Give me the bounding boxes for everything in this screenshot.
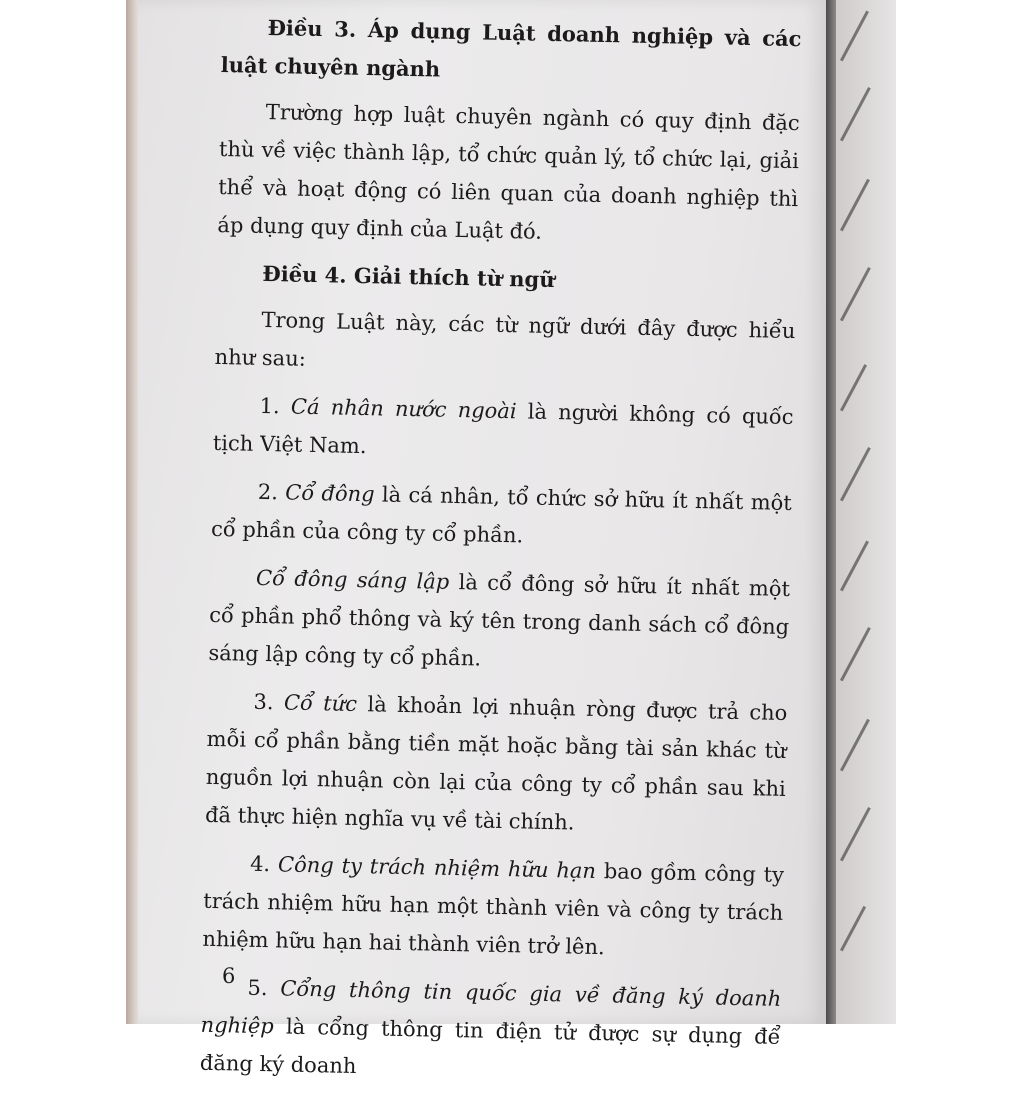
article-3-body: Trường hợp luật chuyên ngành có quy định đặc thù về việc thành lập, tổ chức quản lý, tổ chức lại, giải thể và hoạt động có liên quan của doanh nghiệp thì áp dụng quy định của Luật đó.: [217, 99, 800, 244]
definition-term: Cá nhân nước ngoài: [290, 394, 517, 424]
article-4-heading: Điều 4. Giải thích từ ngữ: [262, 260, 555, 293]
definition-term: Cổ tức: [283, 690, 358, 716]
definition-term: Cổng thông tin quốc gia về đăng ký doanh nghiệp: [200, 976, 782, 1039]
article-4-intro: Trong Luật này, các từ ngữ dưới đây được hiểu như sau:: [214, 307, 796, 371]
definition-5: [200, 968, 782, 1094]
blurred-text-line: [840, 364, 867, 411]
definition-number: 1.: [259, 393, 280, 419]
definition-term: Công ty trách nhiệm hữu hạn: [277, 852, 597, 884]
blurred-text-line: [840, 627, 871, 681]
blurred-text-line: [840, 541, 869, 592]
page-text: [199, 8, 802, 1104]
definition-text: bao gồm công ty trách nhiệm hữu hạn một thành viên và công ty trách nhiệm hữu hạn hai thành viên trở lên.: [202, 859, 785, 960]
next-page-edge: [836, 0, 896, 1024]
definition-term: Cổ đông sáng lập: [255, 565, 450, 594]
definition-number: 5.: [247, 975, 268, 1001]
definition-number: 2.: [257, 479, 279, 505]
blurred-text-line: [840, 87, 871, 141]
definition-term: Cổ đông: [285, 480, 375, 507]
definition-4: [202, 844, 784, 970]
definition-number: 3.: [253, 689, 274, 715]
blurred-text-line: [840, 906, 866, 952]
article-3-heading: Điều 3. Áp dụng Luật doanh nghiệp và các luật chuyên ngành: [220, 14, 802, 82]
blurred-text-line: [840, 267, 871, 321]
definition-3: [205, 682, 788, 846]
background-right: [896, 0, 1024, 1024]
definition-2-founding-shareholder: [208, 558, 790, 684]
definition-text: là cổng thông tin điện tử được sự dụng để đăng ký doanh: [199, 1014, 781, 1079]
definition-1: [212, 386, 793, 474]
blurred-text-line: [840, 447, 871, 501]
definition-text: là người không có quốc tịch Việt Nam.: [212, 399, 794, 459]
definition-2: [211, 472, 792, 560]
definition-text: là cổ đông sở hữu ít nhất một cổ phần phổ thông và ký tên trong danh sách cổ đông sáng lập công ty cổ phần.: [208, 570, 791, 671]
blurred-text-line: [840, 179, 870, 232]
blurred-text-line: [840, 719, 870, 772]
definition-text: là khoản lợi nhuận ròng được trả cho mỗi cổ phần bằng tiền mặt hoặc bằng tài sản khác từ nguồn lợi nhuận còn lại của công ty cổ phần sau khi đã thực hiện nghĩa vụ về tài chính.: [204, 692, 788, 835]
definition-text: là cá nhân, tổ chức sở hữu ít nhất một cổ phần của công ty cổ phần.: [210, 482, 792, 548]
blurred-text-line: [840, 807, 871, 861]
book-gutter-shadow: [826, 0, 836, 1024]
definition-number: 4.: [249, 851, 271, 877]
page-number: 6: [222, 964, 236, 988]
blurred-text-line: [840, 11, 869, 62]
